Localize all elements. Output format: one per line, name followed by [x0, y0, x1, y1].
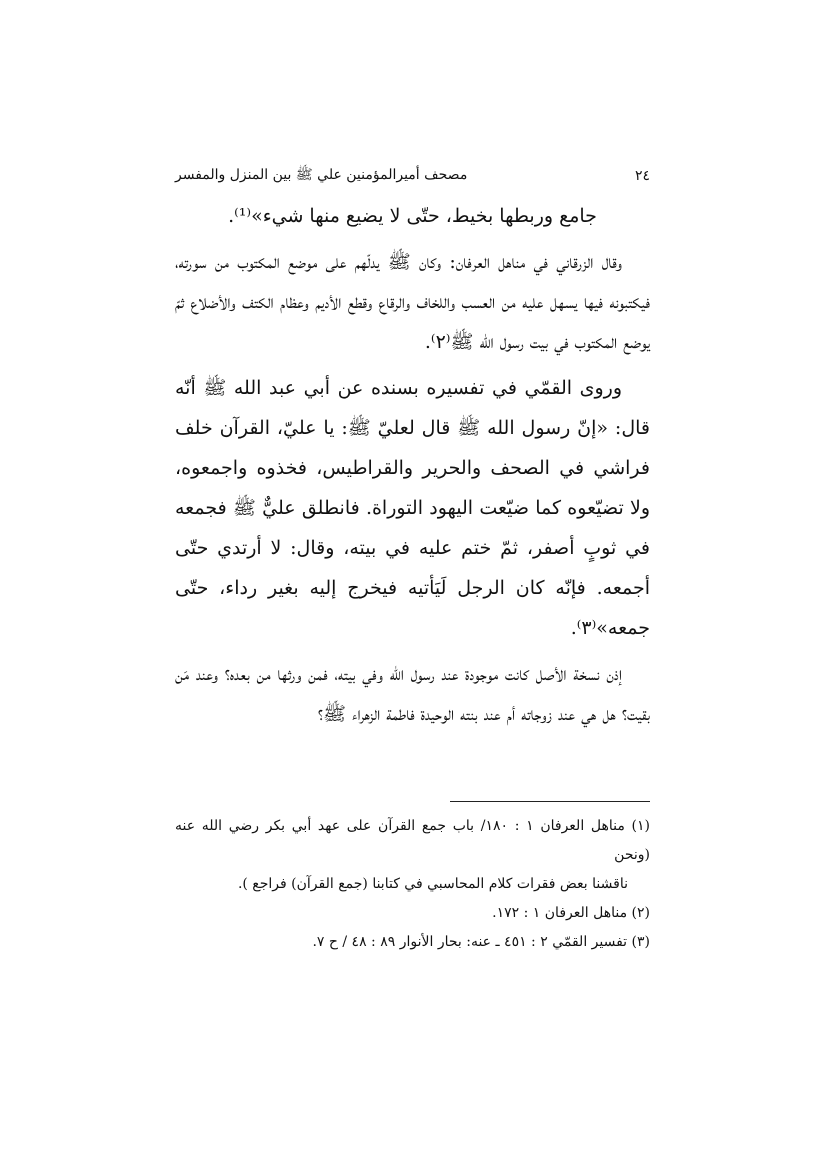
footnote-2: (٢) مناهل العرفان ١ : ١٧٢. [492, 905, 650, 921]
footnotes [175, 812, 650, 957]
footnote-3: (٣) تفسير القمّي ٢ : ٤٥١ ـ عنه: بحار الأنوار ٨٩ : ٤٨ / ح ٧. [312, 934, 650, 950]
page-number: ٢٤ [634, 168, 650, 184]
running-title: مصحف أميرالمؤمنين علي ﷺ بين المنزل والمفسر [175, 167, 468, 183]
paragraph-qummi: وروى القمّي في تفسيره بسنده عن أبي عبد الله ﷺ أنّه قال: «إنّ رسول الله ﷺ قال لعليّ ﷺ: يا عليّ، القرآن خلف فراشي في الصحف والحرير والقراطيس، فخذوه واجمعوه، ولا تضيّعوه كما ضيّعت اليهود التوراة. فانطلق عليٌّ ﷺ فجمعه في ثوبٍ أصفر، ثمّ ختم عليه في بيته، وقال: لا أرتدي حتّى أجمعه. فإنّه كان الرجل لَيَأتيه فيخرج إليه بغير رداء، حتّى جمعه»⁽٣⁾. [175, 377, 650, 639]
footnote-1: (١) مناهل العرفان ١ : ١٨٠/ باب جمع القرآن على عهد أبي بكر رضي الله عنه (ونحن [175, 818, 650, 863]
paragraph-conclusion: إذن نسخة الأصل كانت موجودة عند رسول الله وفي بيته، فمن ورثها من بعده؟ وعند مَن بقيت؟ هل هي عند زوجاته أم عند بنته الوحيدة فاطمة الزهراء ﷺ؟ [175, 663, 650, 725]
paragraph-zurqani: وقال الزرقاني في مناهل العرفان: وكان ﷺ يدلّهم على موضع المكتوب من سورته، فيكتبونه فيها يسهل عليه من العسب واللخاف والرقاع وقطع الأديم وعظام الكتف والأضلاع ثمّ يوضع المكتوب في بيت رسول الله ﷺ⁽٢⁾. [175, 251, 650, 353]
footnote-1-continuation: ناقشنا بعض فقرات كلام المحاسبي في كتابنا (جمع القرآن) فراجع ). [237, 876, 628, 892]
main-text [175, 196, 650, 734]
footnote-separator [450, 801, 650, 802]
page-header [175, 165, 650, 187]
paragraph-continuation: جامع وربطها بخيط، حتّى لا يضيع منها شيء»⁽¹⁾. [228, 205, 597, 227]
